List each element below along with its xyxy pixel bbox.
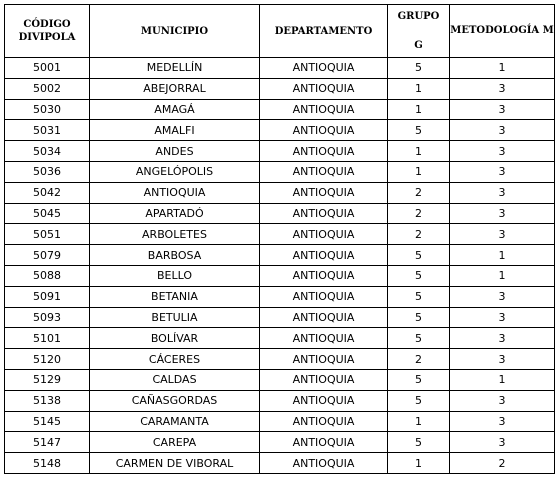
cell-departamento: ANTIOQUIA	[260, 307, 388, 328]
cell-departamento: ANTIOQUIA	[260, 78, 388, 99]
cell-grupo: 1	[388, 141, 450, 162]
table-row	[5, 286, 555, 307]
table-row	[5, 141, 555, 162]
cell-metodologia: 3	[450, 390, 555, 411]
cell-municipio: ABEJORRAL	[90, 78, 260, 99]
cell-grupo: 5	[388, 369, 450, 390]
cell-grupo: 2	[388, 349, 450, 370]
cell-grupo: 5	[388, 120, 450, 141]
cell-metodologia: 3	[450, 99, 555, 120]
cell-grupo: 1	[388, 99, 450, 120]
cell-codigo: 5001	[5, 58, 90, 79]
table-row	[5, 432, 555, 453]
cell-metodologia: 3	[450, 78, 555, 99]
cell-departamento: ANTIOQUIA	[260, 224, 388, 245]
cell-metodologia: 3	[450, 161, 555, 182]
cell-metodologia: 1	[450, 245, 555, 266]
cell-codigo: 5031	[5, 120, 90, 141]
cell-municipio: CARMEN DE VIBORAL	[90, 453, 260, 474]
cell-codigo: 5145	[5, 411, 90, 432]
table-row	[5, 390, 555, 411]
header-grupo-line1: GRUPO	[397, 11, 440, 22]
cell-grupo: 5	[388, 265, 450, 286]
table-row	[5, 182, 555, 203]
municipios-table-container	[4, 4, 555, 474]
cell-codigo: 5034	[5, 141, 90, 162]
table-row	[5, 349, 555, 370]
cell-grupo: 2	[388, 224, 450, 245]
cell-codigo: 5120	[5, 349, 90, 370]
cell-departamento: ANTIOQUIA	[260, 411, 388, 432]
cell-departamento: ANTIOQUIA	[260, 432, 388, 453]
cell-codigo: 5002	[5, 78, 90, 99]
cell-metodologia: 3	[450, 349, 555, 370]
cell-codigo: 5088	[5, 265, 90, 286]
cell-municipio: BELLO	[90, 265, 260, 286]
table-row	[5, 328, 555, 349]
cell-departamento: ANTIOQUIA	[260, 141, 388, 162]
cell-municipio: CALDAS	[90, 369, 260, 390]
cell-metodologia: 3	[450, 432, 555, 453]
table-row	[5, 120, 555, 141]
table-row	[5, 224, 555, 245]
cell-municipio: BARBOSA	[90, 245, 260, 266]
table-row	[5, 307, 555, 328]
cell-grupo: 5	[388, 58, 450, 79]
header-codigo-divipola: CÓDIGO DIVIPOLA	[5, 5, 90, 58]
cell-grupo: 5	[388, 307, 450, 328]
table-row	[5, 161, 555, 182]
cell-departamento: ANTIOQUIA	[260, 286, 388, 307]
cell-grupo: 1	[388, 161, 450, 182]
cell-municipio: AMALFI	[90, 120, 260, 141]
municipios-table	[4, 4, 555, 474]
cell-grupo: 2	[388, 203, 450, 224]
cell-municipio: ANGELÓPOLIS	[90, 161, 260, 182]
cell-grupo: 5	[388, 390, 450, 411]
cell-metodologia: 3	[450, 307, 555, 328]
cell-departamento: ANTIOQUIA	[260, 369, 388, 390]
table-row	[5, 203, 555, 224]
header-grupo-line2: G	[414, 40, 423, 51]
cell-grupo: 5	[388, 328, 450, 349]
cell-metodologia: 3	[450, 286, 555, 307]
cell-codigo: 5045	[5, 203, 90, 224]
cell-codigo: 5042	[5, 182, 90, 203]
cell-codigo: 5147	[5, 432, 90, 453]
cell-municipio: ANTIOQUIA	[90, 182, 260, 203]
cell-codigo: 5148	[5, 453, 90, 474]
cell-metodologia: 3	[450, 224, 555, 245]
cell-codigo: 5036	[5, 161, 90, 182]
table-row	[5, 99, 555, 120]
cell-metodologia: 3	[450, 182, 555, 203]
cell-departamento: ANTIOQUIA	[260, 390, 388, 411]
cell-municipio: AMAGÁ	[90, 99, 260, 120]
cell-departamento: ANTIOQUIA	[260, 349, 388, 370]
table-row	[5, 58, 555, 79]
cell-codigo: 5101	[5, 328, 90, 349]
cell-departamento: ANTIOQUIA	[260, 182, 388, 203]
cell-metodologia: 1	[450, 58, 555, 79]
cell-departamento: ANTIOQUIA	[260, 328, 388, 349]
cell-departamento: ANTIOQUIA	[260, 453, 388, 474]
cell-municipio: CAREPA	[90, 432, 260, 453]
cell-metodologia: 3	[450, 203, 555, 224]
cell-codigo: 5093	[5, 307, 90, 328]
cell-codigo: 5091	[5, 286, 90, 307]
cell-municipio: CÁCERES	[90, 349, 260, 370]
cell-grupo: 5	[388, 286, 450, 307]
cell-departamento: ANTIOQUIA	[260, 161, 388, 182]
cell-metodologia: 3	[450, 411, 555, 432]
cell-municipio: ANDES	[90, 141, 260, 162]
cell-grupo: 1	[388, 78, 450, 99]
table-row	[5, 245, 555, 266]
table-row	[5, 453, 555, 474]
cell-grupo: 2	[388, 182, 450, 203]
cell-codigo: 5051	[5, 224, 90, 245]
header-metodologia: METODOLOGÍA M	[450, 5, 555, 58]
cell-municipio: BETANIA	[90, 286, 260, 307]
cell-departamento: ANTIOQUIA	[260, 245, 388, 266]
cell-municipio: ARBOLETES	[90, 224, 260, 245]
table-row	[5, 78, 555, 99]
table-row	[5, 411, 555, 432]
cell-metodologia: 1	[450, 369, 555, 390]
cell-codigo: 5138	[5, 390, 90, 411]
table-row	[5, 265, 555, 286]
cell-codigo: 5129	[5, 369, 90, 390]
cell-codigo: 5030	[5, 99, 90, 120]
cell-municipio: CARAMANTA	[90, 411, 260, 432]
cell-departamento: ANTIOQUIA	[260, 120, 388, 141]
cell-departamento: ANTIOQUIA	[260, 99, 388, 120]
table-row	[5, 369, 555, 390]
cell-metodologia: 3	[450, 141, 555, 162]
cell-grupo: 1	[388, 411, 450, 432]
cell-departamento: ANTIOQUIA	[260, 58, 388, 79]
cell-codigo: 5079	[5, 245, 90, 266]
table-body	[5, 58, 555, 474]
cell-metodologia: 3	[450, 328, 555, 349]
cell-grupo: 5	[388, 432, 450, 453]
header-grupo	[388, 5, 450, 58]
cell-metodologia: 1	[450, 265, 555, 286]
cell-municipio: CAÑASGORDAS	[90, 390, 260, 411]
cell-municipio: APARTADÓ	[90, 203, 260, 224]
cell-departamento: ANTIOQUIA	[260, 265, 388, 286]
header-municipio: MUNICIPIO	[90, 5, 260, 58]
cell-municipio: MEDELLÍN	[90, 58, 260, 79]
header-departamento: DEPARTAMENTO	[260, 5, 388, 58]
table-header-row	[5, 5, 555, 58]
cell-grupo: 5	[388, 245, 450, 266]
cell-municipio: BOLÍVAR	[90, 328, 260, 349]
cell-metodologia: 2	[450, 453, 555, 474]
cell-grupo: 1	[388, 453, 450, 474]
cell-departamento: ANTIOQUIA	[260, 203, 388, 224]
cell-municipio: BETULIA	[90, 307, 260, 328]
cell-metodologia: 3	[450, 120, 555, 141]
